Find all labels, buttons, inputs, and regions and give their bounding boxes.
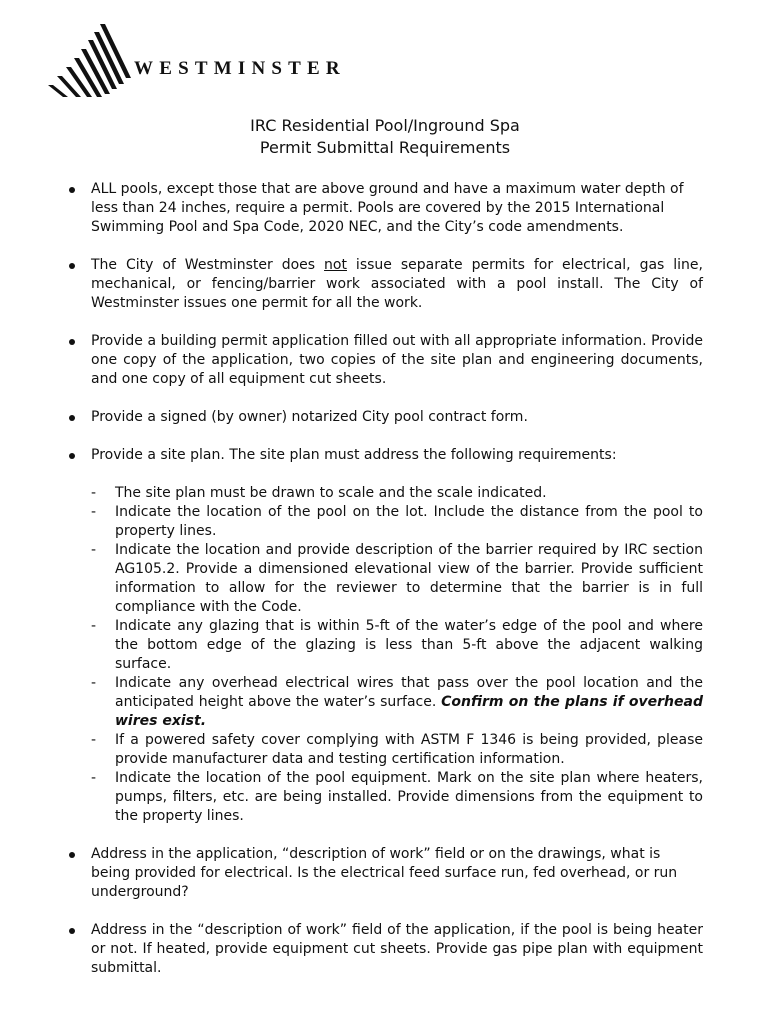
list-item	[67, 180, 703, 237]
page-title	[0, 115, 770, 159]
requirements-list	[67, 180, 703, 978]
title-line-2: Permit Submittal Requirements	[259, 138, 511, 157]
list-item	[67, 256, 703, 313]
bullet-text: Provide a building permit application filled out with all appropriate information. Provide one copy of the application, two copies of the site plan and engineering documents, and one copy of all equipment cut sheets.	[91, 333, 703, 387]
bullet-icon	[69, 453, 75, 459]
list-item: - Indicate any glazing that is within 5-ft of the water’s edge of the pool and where the bottom edge of the glazing is less than 5-ft above the adjacent walking surface.	[91, 618, 703, 672]
bullet-text: Provide a signed (by owner) notarized City pool contract form.	[91, 409, 528, 425]
list-item: - The site plan must be drawn to scale and the scale indicated.	[91, 485, 547, 501]
bullet-text: The City of Westminster does not issue separate permits for electrical, gas line, mechanical, or fencing/barrier work associated with a pool install. The City of Westminster issues one permit for all the work.	[91, 257, 703, 311]
list-item: - Indicate the location of the pool equipment. Mark on the site plan where heaters, pumps, filters, etc. are being installed. Provide dimensions from the equipment to the property lines.	[91, 770, 703, 824]
list-item: - Indicate the location of the pool on the lot. Include the distance from the pool to property lines.	[91, 504, 703, 539]
dash-marker: -	[91, 504, 97, 520]
bullet-text: Provide a site plan. The site plan must address the following requirements:	[91, 447, 617, 463]
westminster-stripes-logo	[44, 22, 144, 98]
site-plan-requirements	[91, 484, 703, 826]
bullet-icon	[69, 187, 75, 193]
brand-name: WESTMINSTER	[134, 58, 346, 79]
list-item	[67, 408, 703, 427]
underlined-not: not	[324, 257, 347, 273]
list-item	[67, 845, 703, 902]
bullet-icon	[69, 415, 75, 421]
requirements-body	[67, 180, 703, 978]
title-line-1: IRC Residential Pool/Inground Spa	[250, 116, 520, 135]
bullet-icon	[69, 852, 75, 858]
bullet-text: ALL pools, except those that are above ground and have a maximum water depth of less than 24 inches, require a permit. Pools are covered by the 2015 International Swimming Pool and Spa Code, 2020 NEC, and the City’s code amendments.	[91, 181, 684, 235]
list-item	[67, 921, 703, 978]
dash-marker: -	[91, 618, 97, 634]
list-item	[67, 446, 703, 826]
bullet-icon	[69, 263, 75, 269]
dash-marker: -	[91, 675, 97, 691]
bullet-text: Address in the application, “description of work” field or on the drawings, what is being provided for electrical. Is the electrical feed surface run, fed overhead, or run underground?	[91, 846, 678, 900]
dash-marker: -	[91, 485, 97, 501]
bullet-icon	[69, 339, 75, 345]
dash-marker: -	[91, 770, 97, 786]
list-item: - Indicate any overhead electrical wires that pass over the pool location and the anticipated height above the water’s surface. Confirm on the plans if overhead wires exist.	[91, 675, 703, 729]
bullet-text: Address in the “description of work” field of the application, if the pool is being heater or not. If heated, provide equipment cut sheets. Provide gas pipe plan with equipment submittal.	[91, 922, 703, 976]
list-item: - If a powered safety cover complying with ASTM F 1346 is being provided, please provide manufacturer data and testing certification information.	[91, 732, 703, 767]
bullet-icon	[69, 928, 75, 934]
list-item: - Indicate the location and provide description of the barrier required by IRC section AG105.2. Provide a dimensioned elevational view of the barrier. Provide sufficient information to allow for the reviewer to determine that the barrier is in full compliance with the Code.	[91, 542, 703, 615]
emphasis-text: Confirm on the plans if overhead wires exist.	[115, 694, 703, 729]
dash-marker: -	[91, 542, 97, 558]
list-item	[67, 332, 703, 389]
dash-marker: -	[91, 732, 97, 748]
